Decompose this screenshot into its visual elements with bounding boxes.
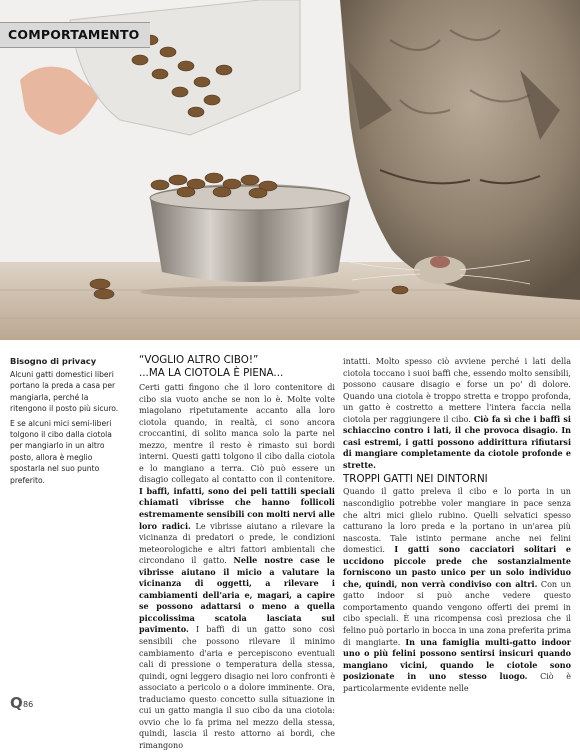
page-number-value: 86 <box>23 700 34 709</box>
magazine-logo: Q <box>10 694 23 712</box>
section-tag <box>0 22 150 48</box>
article-subtitle: ...MA LA CIOTOLA È PIENA... <box>139 367 284 379</box>
article-column-1 <box>139 352 335 752</box>
article-title: “VOGLIO ALTRO CIBO!” <box>139 354 259 366</box>
article-paragraph: Quando il gatto preleva il cibo e lo porta in un nascondiglio potrebbe voler mangiare in pace senza che altri mici glielo rubino. Quelli selvatici spesso catturano la loro preda e la portano in un'area più nascosta. Tale istinto permane anche nei felini domestici. I gatti sono cacciatori solitari e uccidono piccole prede che sostanzialmente forniscono un pasto unico per un solo individuo che, quindi, non verrà condiviso con altri. Con un gatto indoor si può anche vedere questo comportamento quando vengono offerti dei premi in cibo speciali. È una ricompensa così preziosa che il felino può portarlo in bocca in una zona preferita prima di mangiarte. In una famiglia multi-gatto indoor uno o più felini possono sentirsi insicuri quando mangiano vicini, quando le ciotole sono posizionate in uno stesso luogo. Ciò è particolarmente evidente nelle <box>343 487 572 693</box>
article-column-2 <box>343 356 571 694</box>
sidebar-box <box>10 356 124 489</box>
section-tag-label: COMPORTAMENTO <box>8 27 140 42</box>
page-number <box>10 694 54 714</box>
cat-eating-photo <box>0 0 580 340</box>
hero-photo <box>0 0 580 340</box>
article-paragraph: intatti. Molto spesso ciò avviene perché i lati della ciotola toccano i suoi baffi che, essendo molto sensibili, possono causare disagio e forse un po' di dolore. Quando una ciotola è troppo stretta e troppo profonda, un gatto è costretto a mettere l'intera faccia nella ciotola per raggiungere il cibo. Ciò fa sì che i baffi si schiaccino contro i lati, il che provoca disagio. In casi estremi, i gatti possono addirittura rifiutarsi di mangiare completamente da ciotole profonde e strette. <box>343 357 571 470</box>
sidebar-title: Bisogno di privacy <box>10 356 97 366</box>
sidebar-paragraph: E se alcuni mici semi-liberi tolgono il cibo dalla ciotola per mangiarlo in un altro posto, allora è meglio spostarla nel suo punto preferito. <box>10 418 112 485</box>
article-subhead: TROPPI GATTI NEI DINTORNI <box>343 473 488 486</box>
article-paragraph: Certi gatti fingono che il loro contenitore di cibo sia vuoto anche se non lo è. Molte volte miagolano ripetutamente accanto alla loro ciotola quando, in realtà, ci sono ancora croccantini, di solito manca solo la parte nel mezzo, mentre il resto è rimasto sui bordi interni. Questi gatti tolgono il cibo dalla ciotola e lo mangiano a terra. Ciò può essere un disagio collegato al contatto con il contenitore. I baffi, infatti, sono dei peli tattili speciali chiamati vibrisse che hanno follicoli estremamente sensibili con molti nervi alle loro radici. Le vibrisse aiutano a rilevare la vicinanza di predatori o prede, le condizioni meteorologiche e altri fattori ambientali che circondano il gatto. Nelle nostre case le vibrisse aiutano il micio a valutare la vicinanza di oggetti, a rilevare i cambiamenti dell'aria e, magari, a capire se possono adattarsi o meno a quella piccolissima scatola lasciata sul pavimento. I baffi di un gatto sono così sensibili che possono rilevare il minimo cambiamento d'aria e percepiscono eventuali cali di pressione o temperatura della stessa, quindi, ogni leggero disagio nei loro confronti è associato a pericolo o a dolore imminente. Ora, traduciamo questo concetto sulla situazione in cui un gatto mangia il suo cibo da una ciotola: ovvio che lo fa prima nel mezzo della stessa, quindi, lascia il resto attorno ai bordi, che rimangono <box>139 383 336 750</box>
sidebar-paragraph: Alcuni gatti domestici liberi portano la preda a casa per mangiarla, perché la ritengono il posto più sicuro. <box>10 370 119 414</box>
